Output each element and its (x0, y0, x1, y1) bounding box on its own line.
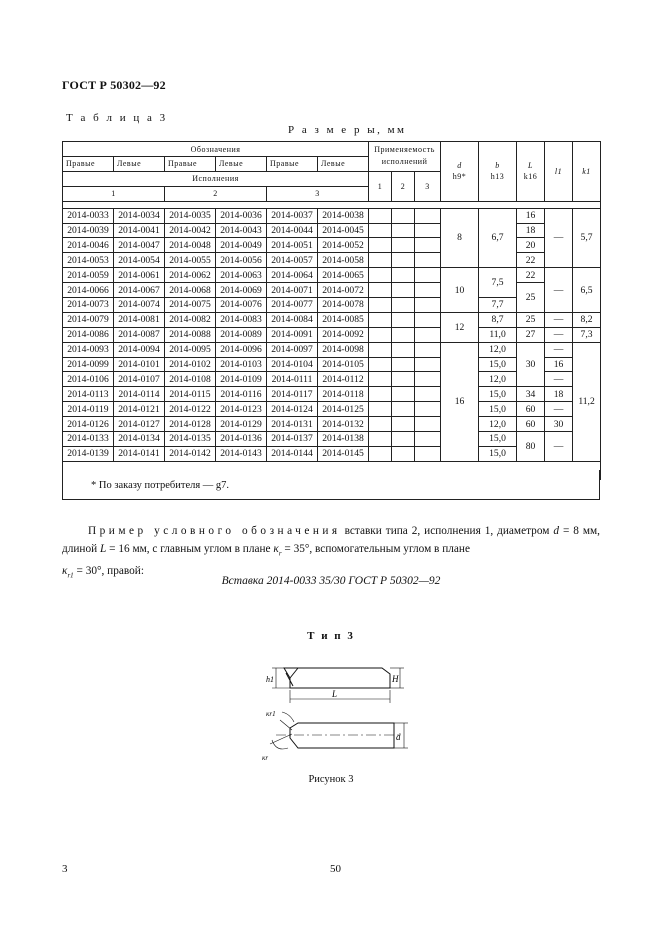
code-cell: 2014-0055 (165, 253, 216, 268)
code-cell: 2014-0098 (318, 342, 369, 357)
code-cell: 2014-0076 (216, 298, 267, 313)
applicability-cell (369, 357, 392, 372)
code-cell: 2014-0035 (165, 208, 216, 223)
applicability-cell (369, 312, 392, 327)
header-spacer (63, 201, 601, 208)
header-k1: k1 (573, 142, 601, 202)
code-cell: 2014-0116 (216, 387, 267, 402)
sizes-label: Р а з м е р ы, мм (288, 124, 407, 136)
code-cell: 2014-0052 (318, 238, 369, 253)
value-cell-b110: 11,0 (479, 327, 517, 342)
header-app-2: 2 (392, 171, 415, 201)
code-cell: 2014-0123 (216, 402, 267, 417)
header-applicability: Применяемость исполнений (369, 142, 441, 172)
applicability-cell (415, 312, 441, 327)
code-cell: 2014-0053 (63, 253, 114, 268)
code-cell: 2014-0091 (267, 327, 318, 342)
code-cell: 2014-0144 (267, 446, 318, 461)
value-cell-b150b: 15,0 (479, 387, 517, 402)
side-view-outline (284, 668, 390, 688)
applicability-cell (369, 342, 392, 357)
value-cell-b150c: 15,0 (479, 402, 517, 417)
code-cell: 2014-0051 (267, 238, 318, 253)
value-cell-l1_dash6: — (545, 402, 573, 417)
value-cell-l1_dash2: — (545, 268, 573, 313)
code-cell: 2014-0085 (318, 312, 369, 327)
code-cell: 2014-0108 (165, 372, 216, 387)
code-cell: 2014-0038 (318, 208, 369, 223)
table-row (63, 283, 601, 298)
table-row (63, 312, 601, 327)
code-cell: 2014-0067 (114, 283, 165, 298)
code-cell: 2014-0141 (114, 446, 165, 461)
code-cell: 2014-0082 (165, 312, 216, 327)
example-text-5: = 30°, правой: (76, 565, 144, 578)
value-cell-l1_18: 18 (545, 387, 573, 402)
designation-example: Вставка 2014-0033 35/30 ГОСТ Р 50302—92 (221, 575, 441, 587)
table-row (63, 223, 601, 238)
applicability-cell (392, 268, 415, 283)
value-cell-L25a: 25 (517, 283, 545, 313)
code-cell: 2014-0105 (318, 357, 369, 372)
applicability-cell (369, 238, 392, 253)
table-row (63, 327, 601, 342)
code-cell: 2014-0132 (318, 417, 369, 432)
code-cell: 2014-0137 (267, 432, 318, 447)
value-cell-l1_dash6: — (545, 372, 573, 387)
footnote-box (62, 470, 600, 500)
header-exec-3: 3 (267, 186, 369, 201)
applicability-cell (415, 357, 441, 372)
header-executions: Исполнения (63, 171, 369, 186)
applicability-cell (415, 253, 441, 268)
value-cell-b120c: 12,0 (479, 417, 517, 432)
code-cell: 2014-0079 (63, 312, 114, 327)
applicability-cell (369, 372, 392, 387)
code-cell: 2014-0115 (165, 387, 216, 402)
header-right-3: Правые (267, 157, 318, 172)
header-left-3: Левые (318, 157, 369, 172)
header-right-2: Правые (165, 157, 216, 172)
code-cell: 2014-0073 (63, 298, 114, 313)
applicability-cell (369, 327, 392, 342)
value-cell-l1_dash6: — (545, 432, 573, 462)
applicability-cell (415, 238, 441, 253)
applicability-cell (392, 432, 415, 447)
value-cell-L30: 30 (517, 342, 545, 387)
table-row (63, 208, 601, 223)
applicability-cell (415, 402, 441, 417)
value-cell-l1_dash4: — (545, 327, 573, 342)
code-cell: 2014-0122 (165, 402, 216, 417)
applicability-cell (415, 283, 441, 298)
table-row (63, 402, 601, 417)
table-row (63, 387, 601, 402)
header-exec-2: 2 (165, 186, 267, 201)
header-L: L k16 (517, 142, 545, 202)
label-L: L (332, 689, 338, 699)
code-cell: 2014-0111 (267, 372, 318, 387)
code-cell: 2014-0083 (216, 312, 267, 327)
label-d: d (396, 732, 401, 742)
code-cell: 2014-0066 (63, 283, 114, 298)
value-cell-L25b: 25 (517, 312, 545, 327)
table-row (63, 417, 601, 432)
code-cell: 2014-0069 (216, 283, 267, 298)
table-label: Т а б л и ц а 3 (66, 112, 168, 124)
code-cell: 2014-0127 (114, 417, 165, 432)
code-cell: 2014-0092 (318, 327, 369, 342)
code-cell: 2014-0142 (165, 446, 216, 461)
code-cell: 2014-0121 (114, 402, 165, 417)
dimensions-table (62, 141, 601, 480)
header-exec-1: 1 (63, 186, 165, 201)
code-cell: 2014-0129 (216, 417, 267, 432)
code-cell: 2014-0047 (114, 238, 165, 253)
applicability-cell (392, 327, 415, 342)
code-cell: 2014-0099 (63, 357, 114, 372)
code-cell: 2014-0112 (318, 372, 369, 387)
applicability-cell (369, 298, 392, 313)
code-cell: 2014-0049 (216, 238, 267, 253)
applicability-cell (415, 387, 441, 402)
table-row (63, 238, 601, 253)
header-left-2: Левые (216, 157, 267, 172)
code-cell: 2014-0041 (114, 223, 165, 238)
code-cell: 2014-0134 (114, 432, 165, 447)
type-title: Т и п 3 (307, 630, 355, 642)
value-cell-L22b: 22 (517, 268, 545, 283)
example-paragraph: Пример условного обозначения вставки типа 2, исполнения 1, диаметром d = 8 мм, длиной L = 16 мм, с главным углом в плане $\kappa_r = 35^\circ$, вспомогательным углом в плане $\kappa_{r1} = 30^\circ$, правой: (62, 525, 601, 580)
label-kr: κr (262, 754, 269, 762)
code-cell: 2014-0097 (267, 342, 318, 357)
code-cell: 2014-0086 (63, 327, 114, 342)
value-cell-L80: 80 (517, 432, 545, 462)
value-cell-L22a: 22 (517, 253, 545, 268)
code-cell: 2014-0081 (114, 312, 165, 327)
code-cell: 2014-0065 (318, 268, 369, 283)
code-cell: 2014-0138 (318, 432, 369, 447)
applicability-cell (392, 238, 415, 253)
code-cell: 2014-0124 (267, 402, 318, 417)
value-cell-L18: 18 (517, 223, 545, 238)
table-row (63, 342, 601, 357)
code-cell: 2014-0109 (216, 372, 267, 387)
applicability-cell (392, 402, 415, 417)
code-cell: 2014-0071 (267, 283, 318, 298)
value-cell-l1_dash3: — (545, 312, 573, 327)
applicability-cell (415, 446, 441, 461)
code-cell: 2014-0114 (114, 387, 165, 402)
code-cell: 2014-0096 (216, 342, 267, 357)
applicability-cell (369, 402, 392, 417)
code-cell: 2014-0135 (165, 432, 216, 447)
value-cell-b120b: 12,0 (479, 372, 517, 387)
header-app-3: 3 (415, 171, 441, 201)
applicability-cell (392, 387, 415, 402)
applicability-cell (392, 208, 415, 223)
code-cell: 2014-0089 (216, 327, 267, 342)
applicability-cell (415, 327, 441, 342)
example-text-1: вставки типа 2, исполнения 1, диаметром (340, 525, 550, 537)
applicability-cell (415, 208, 441, 223)
code-cell: 2014-0039 (63, 223, 114, 238)
value-cell-l1_16: 16 (545, 357, 573, 372)
example-text-2: = 8 мм, длиной (62, 525, 601, 555)
applicability-cell (392, 298, 415, 313)
applicability-cell (369, 253, 392, 268)
code-cell: 2014-0118 (318, 387, 369, 402)
value-cell-d8: 8 (441, 208, 479, 268)
code-cell: 2014-0136 (216, 432, 267, 447)
code-cell: 2014-0139 (63, 446, 114, 461)
code-cell: 2014-0107 (114, 372, 165, 387)
header-b: b h13 (479, 142, 517, 202)
code-cell: 2014-0143 (216, 446, 267, 461)
code-cell: 2014-0058 (318, 253, 369, 268)
code-cell: 2014-0078 (318, 298, 369, 313)
code-cell: 2014-0033 (63, 208, 114, 223)
code-cell: 2014-0088 (165, 327, 216, 342)
code-cell: 2014-0075 (165, 298, 216, 313)
code-cell: 2014-0133 (63, 432, 114, 447)
code-cell: 2014-0072 (318, 283, 369, 298)
applicability-cell (392, 357, 415, 372)
applicability-cell (369, 432, 392, 447)
label-h1: h1 (266, 675, 274, 684)
example-text-3: = 16 мм, с главным углом в плане (109, 543, 271, 555)
code-cell: 2014-0042 (165, 223, 216, 238)
applicability-cell (415, 342, 441, 357)
applicability-cell (392, 417, 415, 432)
applicability-cell (392, 283, 415, 298)
value-cell-b150e: 15,0 (479, 446, 517, 461)
code-cell: 2014-0044 (267, 223, 318, 238)
code-cell: 2014-0102 (165, 357, 216, 372)
document-header: ГОСТ Р 50302—92 (62, 78, 166, 92)
value-cell-L60b: 60 (517, 417, 545, 432)
code-cell: 2014-0128 (165, 417, 216, 432)
code-cell: 2014-0119 (63, 402, 114, 417)
applicability-cell (369, 446, 392, 461)
code-cell: 2014-0106 (63, 372, 114, 387)
code-cell: 2014-0113 (63, 387, 114, 402)
insert-drawing (262, 648, 412, 773)
figure-caption: Рисунок 3 (308, 774, 354, 785)
code-cell: 2014-0094 (114, 342, 165, 357)
value-cell-b87: 8,7 (479, 312, 517, 327)
applicability-cell (392, 446, 415, 461)
value-cell-l1_30: 30 (545, 417, 573, 432)
applicability-cell (415, 298, 441, 313)
header-app-1: 1 (369, 171, 392, 201)
top-view-outline (290, 723, 394, 748)
applicability-cell (415, 432, 441, 447)
applicability-cell (392, 372, 415, 387)
code-cell: 2014-0125 (318, 402, 369, 417)
code-cell: 2014-0037 (267, 208, 318, 223)
table-row (63, 253, 601, 268)
applicability-cell (369, 208, 392, 223)
example-intro: Пример условного обозначения (88, 525, 341, 537)
page-number: 50 (330, 863, 341, 875)
value-cell-k65: 6,5 (573, 268, 601, 313)
value-cell-L27: 27 (517, 327, 545, 342)
header-d: d h9* (441, 142, 479, 202)
code-cell: 2014-0048 (165, 238, 216, 253)
applicability-cell (369, 283, 392, 298)
footnote: * По заказу потребителя — g7. (91, 480, 230, 491)
code-cell: 2014-0068 (165, 283, 216, 298)
label-H: H (392, 674, 399, 684)
code-cell: 2014-0063 (216, 268, 267, 283)
value-cell-b67: 6,7 (479, 208, 517, 268)
applicability-cell (369, 417, 392, 432)
code-cell: 2014-0045 (318, 223, 369, 238)
code-cell: 2014-0095 (165, 342, 216, 357)
value-cell-L60a: 60 (517, 402, 545, 417)
value-cell-L34: 34 (517, 387, 545, 402)
code-cell: 2014-0087 (114, 327, 165, 342)
code-cell: 2014-0101 (114, 357, 165, 372)
value-cell-b120a: 12,0 (479, 342, 517, 357)
value-cell-k82: 8,2 (573, 312, 601, 327)
value-cell-b150d: 15,0 (479, 432, 517, 447)
code-cell: 2014-0104 (267, 357, 318, 372)
table-row (63, 432, 601, 447)
value-cell-d10: 10 (441, 268, 479, 313)
value-cell-k73: 7,3 (573, 327, 601, 342)
applicability-cell (369, 387, 392, 402)
applicability-cell (392, 223, 415, 238)
table-row (63, 268, 601, 283)
header-right-1: Правые (63, 157, 114, 172)
applicability-cell (392, 342, 415, 357)
code-cell: 2014-0061 (114, 268, 165, 283)
value-cell-d12: 12 (441, 312, 479, 342)
example-text-4: = 35°, вспомогательным углом в плане (284, 543, 470, 555)
applicability-cell (415, 372, 441, 387)
code-cell: 2014-0077 (267, 298, 318, 313)
value-cell-l1_dash1: — (545, 208, 573, 268)
code-cell: 2014-0093 (63, 342, 114, 357)
code-cell: 2014-0064 (267, 268, 318, 283)
value-cell-b75: 7,5 (479, 268, 517, 298)
code-cell: 2014-0036 (216, 208, 267, 223)
applicability-cell (369, 268, 392, 283)
value-cell-L20: 20 (517, 238, 545, 253)
applicability-cell (415, 417, 441, 432)
value-cell-L16: 16 (517, 208, 545, 223)
code-cell: 2014-0046 (63, 238, 114, 253)
applicability-cell (415, 223, 441, 238)
value-cell-b77: 7,7 (479, 298, 517, 313)
code-cell: 2014-0103 (216, 357, 267, 372)
code-cell: 2014-0131 (267, 417, 318, 432)
applicability-cell (369, 223, 392, 238)
applicability-cell (392, 312, 415, 327)
code-cell: 2014-0043 (216, 223, 267, 238)
applicability-cell (415, 268, 441, 283)
code-cell: 2014-0074 (114, 298, 165, 313)
value-cell-d16: 16 (441, 342, 479, 461)
page-left-number: 3 (62, 863, 68, 875)
code-cell: 2014-0117 (267, 387, 318, 402)
code-cell: 2014-0054 (114, 253, 165, 268)
header-l1: l1 (545, 142, 573, 202)
header-designations: Обозначения (63, 142, 369, 157)
code-cell: 2014-0034 (114, 208, 165, 223)
code-cell: 2014-0057 (267, 253, 318, 268)
code-cell: 2014-0056 (216, 253, 267, 268)
code-cell: 2014-0084 (267, 312, 318, 327)
value-cell-k112: 11,2 (573, 342, 601, 461)
label-kr1: κr1 (266, 710, 276, 718)
value-cell-l1_dash5: — (545, 342, 573, 357)
value-cell-b150a: 15,0 (479, 357, 517, 372)
code-cell: 2014-0059 (63, 268, 114, 283)
value-cell-k57: 5,7 (573, 208, 601, 268)
code-cell: 2014-0145 (318, 446, 369, 461)
applicability-cell (392, 253, 415, 268)
code-cell: 2014-0062 (165, 268, 216, 283)
code-cell: 2014-0126 (63, 417, 114, 432)
header-left-1: Левые (114, 157, 165, 172)
